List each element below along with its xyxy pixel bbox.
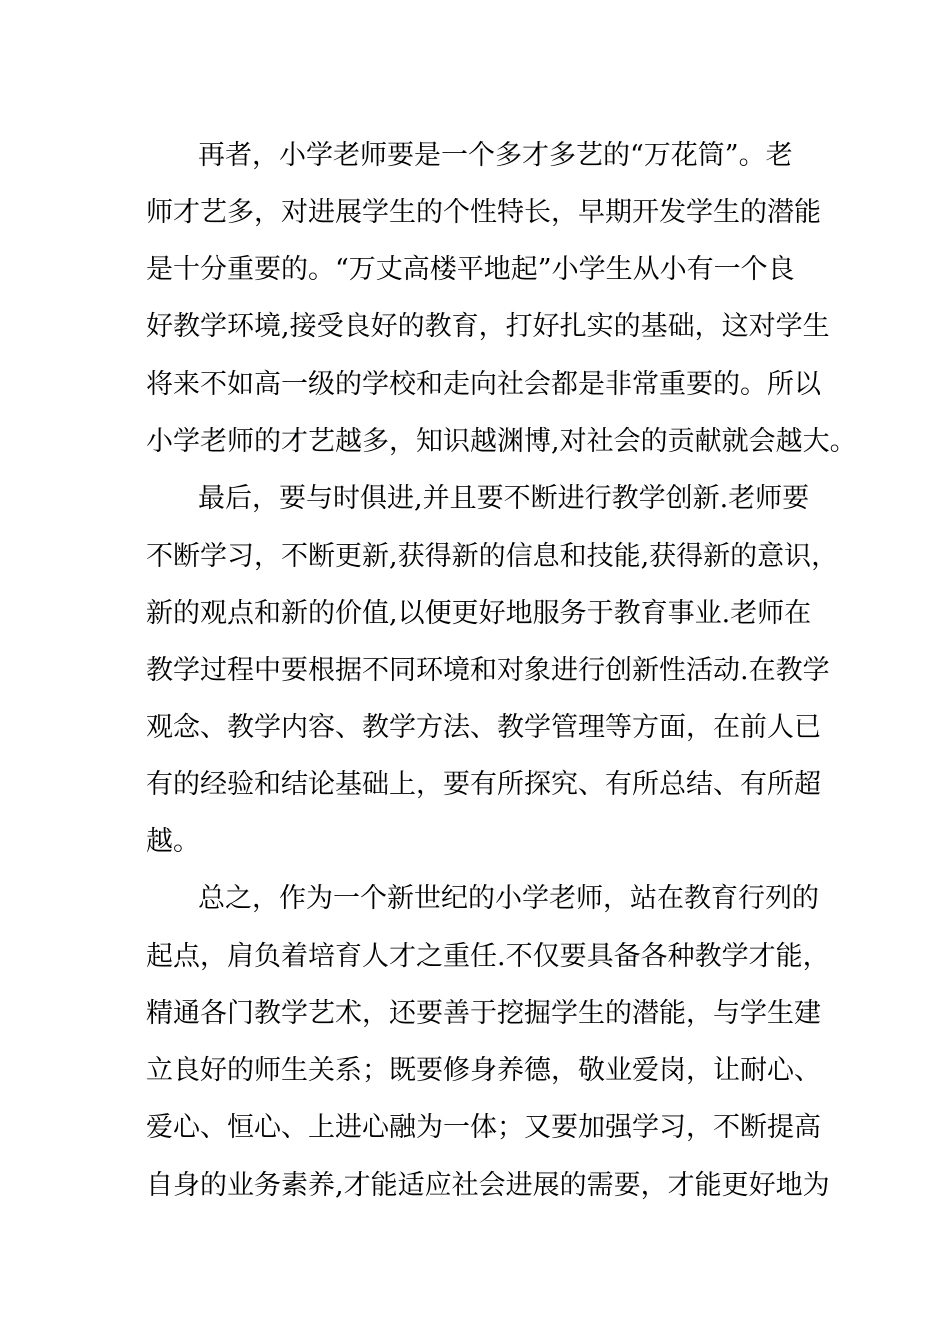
text-line: 教学过程中要根据不同环境和对象进行创新性活动.在教学 bbox=[146, 655, 830, 686]
text-line: 有的经验和结论基础上，要有所探究、有所总结、有所超 bbox=[146, 769, 821, 800]
text-line: 观念、教学内容、教学方法、教学管理等方面，在前人已 bbox=[146, 712, 821, 743]
text-line: 自身的业务素养,才能适应社会进展的需要，才能更好地为 bbox=[146, 1170, 830, 1201]
text-line: 师才艺多，对进展学生的个性特长，早期开发学生的潜能 bbox=[146, 197, 821, 228]
text-line: 不断学习，不断更新,获得新的信息和技能,获得新的意识， bbox=[146, 541, 839, 572]
text-line: 再者，小学老师要是一个多才多艺的“万花筒”。老 bbox=[198, 140, 793, 171]
text-line: 起点，肩负着培育人才之重任.不仅要具备各种教学才能， bbox=[146, 941, 830, 972]
text-line: 将来不如高一级的学校和走向社会都是非常重要的。所以 bbox=[146, 369, 821, 400]
text-line: 小学老师的才艺越多，知识越渊博,对社会的贡献就会越大。 bbox=[146, 426, 857, 457]
text-line: 立良好的师生关系；既要修身养德，敬业爱岗，让耐心、 bbox=[146, 1055, 821, 1086]
text-line: 好教学环境,接受良好的教育，打好扎实的基础，这对学生 bbox=[146, 311, 830, 342]
text-line: 越。 bbox=[146, 826, 200, 857]
text-line: 最后，要与时俱进,并且要不断进行教学创新.老师要 bbox=[198, 483, 810, 514]
text-line: 新的观点和新的价值,以便更好地服务于教育事业.老师在 bbox=[146, 598, 812, 629]
text-line: 精通各门教学艺术，还要善于挖掘学生的潜能，与学生建 bbox=[146, 998, 821, 1029]
text-line: 是十分重要的。“万丈高楼平地起”小学生从小有一个良 bbox=[146, 254, 795, 285]
text-line: 总之，作为一个新世纪的小学老师，站在教育行列的 bbox=[198, 883, 819, 914]
text-line: 爱心、恒心、上进心融为一体；又要加强学习，不断提高 bbox=[146, 1112, 821, 1143]
